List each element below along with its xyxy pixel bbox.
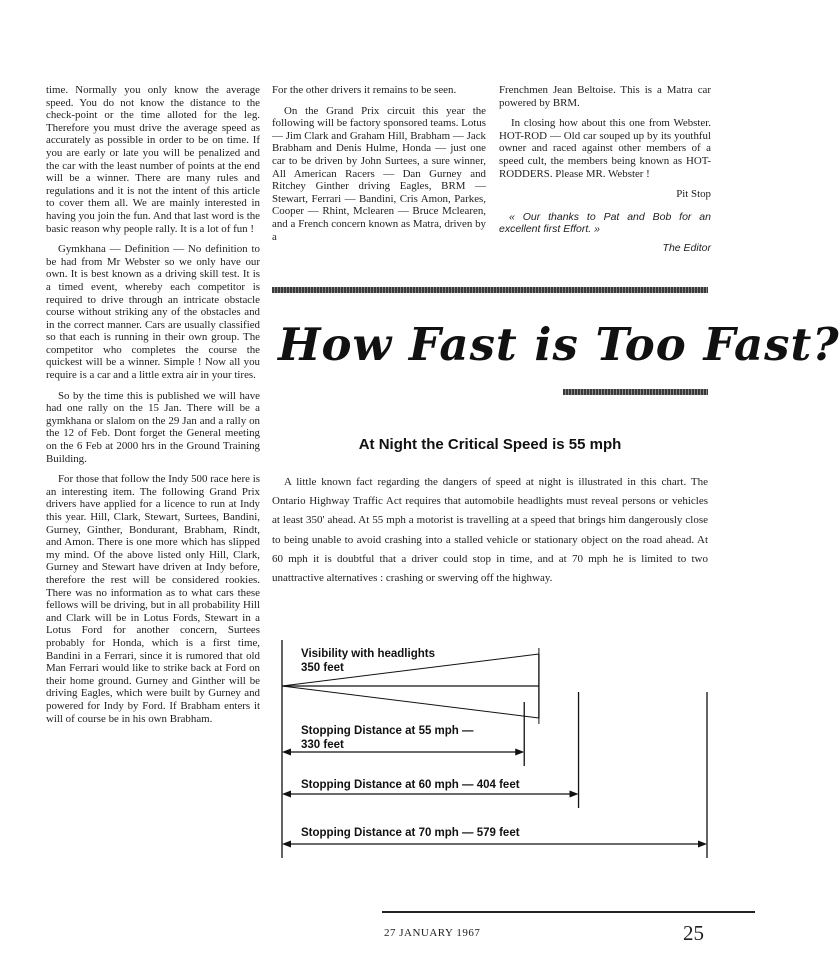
visibility-label-line2: 350 feet [301, 662, 344, 674]
footer-date: 27 JANUARY 1967 [384, 927, 481, 939]
stop55-head-left [282, 749, 291, 756]
signature: Pit Stop [676, 188, 711, 201]
column-left-paragraph-2: Gymkhana — Definition — No definition to be had from Mr Webster so we only have our own. It is best known as a driving skill test. It is a timed event, whereby each competitor is required to drive through an intricate obstacle course without striking any of the obstacles and in the correct manner. Cars are usually classified so that each is running in their own group. The competitor who completes the course the quickest will be a winner. Simple ! Now all you require is a car and a little extra air in your tires. [46, 243, 260, 382]
stop55-label-line2: 330 feet [301, 739, 344, 751]
editor-credit: The Editor [662, 241, 711, 254]
column-left-paragraph-3: So by the time this is published we will have had one rally on the 15 Jan. There will be a gymkhana or slalom on the 29 Jan and a rally on the 12 of Feb. Dont forget the General meeting on the 6 Feb at 2000 hrs in the Ground Training Building. [46, 389, 260, 465]
column-right-paragraph-2: In closing how about this one from Webster. HOT-ROD — Old car souped up by its youthful owner and raced against other members of a speed cult, the members being known as HOT-RODDERS. Please MR. Webster ! [499, 117, 711, 180]
column-left-paragraph-4: For those that follow the Indy 500 race here is an interesting item. The following Grand Prix drivers have applied for a licence to run at Indy this year. Hill, Clark, Stewart, Surtees, Bandini, Gurney, Ginther, Bondurant, Brabham, Rindt, and Amon. There is one more which has slipped my mind. Of the above listed only Hill, Clark, Gurney and Stewart have driven at Indy before, therefore the rest will be considered rookies. There was no information as to what cars these fellows will be driving, but in all probability Hill and Clark will be in Lotus Fords, Stewart in a Lotus Ford for another concern, Surtees probably for Honda, which is a first time, Bandini in a Ferrari, since it is rumored that old Man Ferrari would like to strike back at Ford on their home ground. Gurney and Ginther will be driving Eagles, which were built by Gurney and powered for Indy by Ford. If Brabham enters it will of course be in his own Brabham. [46, 473, 260, 725]
stop60-head-left [282, 791, 291, 798]
article-title: How Fast is Too Fast? [278, 318, 840, 371]
footer-rule [382, 911, 755, 913]
stop60-label: Stopping Distance at 60 mph — 404 feet [301, 779, 520, 791]
stop70-label: Stopping Distance at 70 mph — 579 feet [301, 827, 520, 839]
stop60-head-right [570, 791, 579, 798]
article-subtitle: At Night the Critical Speed is 55 mph [358, 436, 622, 453]
decorative-band-bottom [563, 389, 708, 395]
stop55-head-right [515, 749, 524, 756]
column-middle-paragraph-1: For the other drivers it remains to be seen. [272, 84, 457, 96]
page-number: 25 [683, 921, 704, 945]
column-middle-paragraph-2: On the Grand Prix circuit this year the following will be factory sponsored teams. Lotus — Jim Clark and Graham Hill, Brabham — Jack Brabham and Denis Hulme, Honda — just one car to be driven by John Surtees, a sure winner, All American Racers — Dan Gurney and Ritchey Ginther driving Eagles, BRM — Stewart, Ferrari — Bandini, Cris Amon, Parkes, Cooper — Rhint, Mclearen — Bruce Mclearen, and a French concern known as Matra, driven by a [272, 104, 486, 243]
decorative-band-top [272, 287, 708, 293]
stop70-head-right [698, 841, 707, 848]
beam-lower-edge [282, 686, 539, 718]
visibility-label-line1: Visibility with headlights [301, 648, 435, 660]
stop70-head-left [282, 841, 291, 848]
column-left-paragraph-1: time. Normally you only know the average speed. You do not know the distance to the check-point or the time alloted for the leg. Therefore you must drive the average speed as accurately as possible in order to be on time. If you are early or late you will be penalized and the car with the least number of points at the end will be a winner. There are many rules and regulations and it is not the intent of this article to cover them all. We are mainly interested in having you join the fun. And that last word is the basic reason why people rally. It is a lot of fun ! [46, 84, 260, 235]
column-middle [272, 84, 486, 251]
thanks-note: « Our thanks to Pat and Bob for an excellent first Effort. » [499, 210, 711, 236]
article-intro: A little known fact regarding the dangers of speed at night is illustrated in this chart. The Ontario Highway Traffic Act requires that automobile headlights must reveal persons or vehicles at least 350' ahead. At 55 mph a motorist is travelling at a speed that brings him dangerously close to being unable to avoid crashing into a stalled vehicle or stationary object on the road ahead. At 60 mph it is doubtful that a driver could stop in time, and at 70 mph he is limited to two unattractive alternatives : crashing or swerving off the highway. [272, 476, 708, 585]
column-left [46, 84, 260, 733]
stop55-label-line1: Stopping Distance at 55 mph — [301, 725, 474, 737]
column-right-paragraph-1: Frenchmen Jean Beltoise. This is a Matra car powered by BRM. [499, 84, 711, 109]
stopping-distance-diagram [270, 640, 730, 860]
column-right [499, 84, 711, 255]
